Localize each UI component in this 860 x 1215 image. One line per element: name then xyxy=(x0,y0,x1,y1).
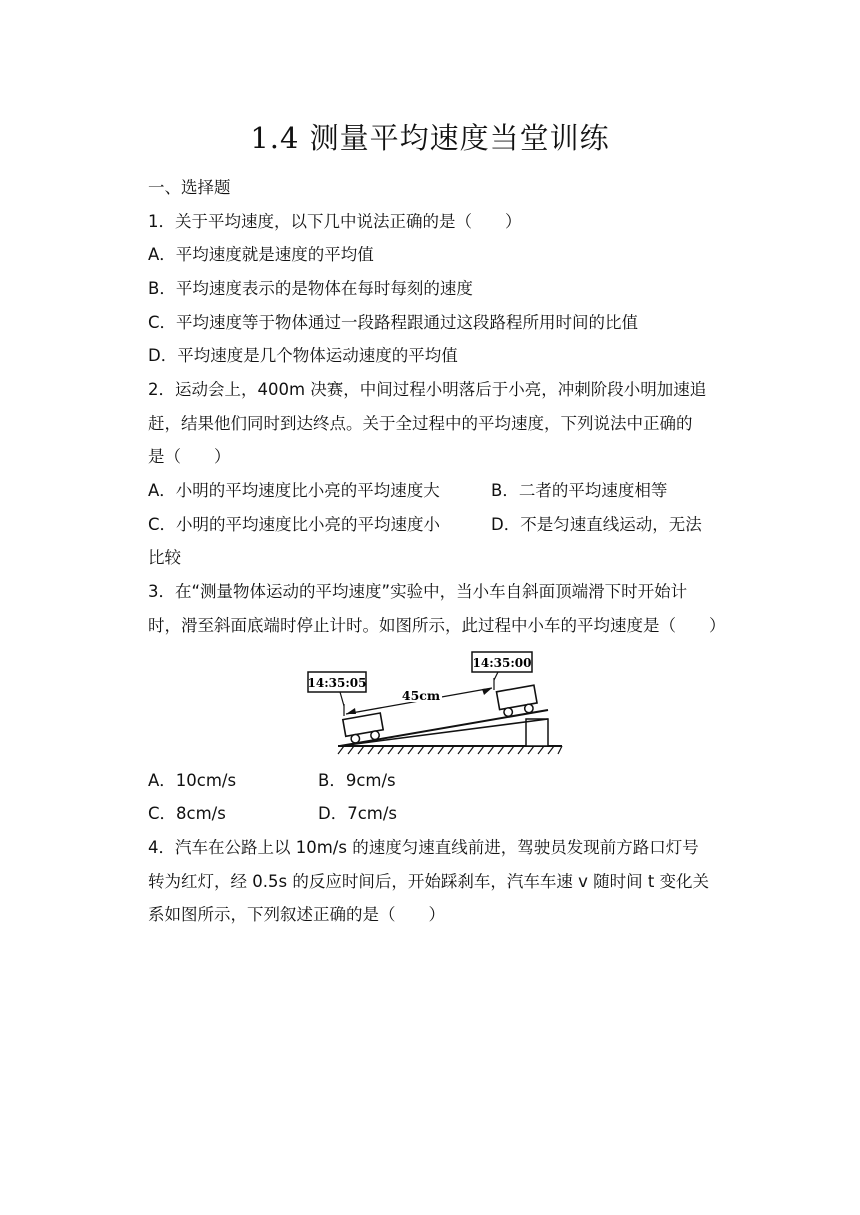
q2-stem-line-3: 是（ ） xyxy=(148,447,231,466)
q1-option-d: D．平均速度是几个物体运动速度的平均值 xyxy=(148,346,458,365)
q4-stem-line-2: 转为红灯，经 0.5s 的反应时间后，开始踩刹车，汽车车速 v 随时间 t 变化关 xyxy=(148,872,710,891)
q3-option-d: D．7cm/s xyxy=(318,804,398,823)
q2-option-c: C．小明的平均速度比小亮的平均速度小 xyxy=(148,515,441,534)
q2-option-a: A．小明的平均速度比小亮的平均速度大 xyxy=(148,481,440,500)
q3-stem-line-2: 时，滑至斜面底端时停止计时。如图所示，此过程中小车的平均速度是（ ） xyxy=(148,616,726,635)
page-title: 1.4 测量平均速度当堂训练 xyxy=(250,121,610,155)
distance-label: 45cm xyxy=(401,688,441,703)
q1-option-a: A．平均速度就是速度的平均值 xyxy=(148,245,374,264)
q3-stem-line-1: 3．在“测量物体运动的平均速度”实验中，当小车自斜面顶端滑下时开始计 xyxy=(148,582,688,601)
timer-start-label: 14:35:00 xyxy=(472,656,532,670)
q3-option-c: C．8cm/s xyxy=(148,804,226,823)
q2-stem-line-2: 赶，结果他们同时到达终点。关于全过程中的平均速度，下列说法中正确的 xyxy=(148,414,693,433)
q3-option-a: A．10cm/s xyxy=(148,771,237,790)
support-block xyxy=(526,719,548,746)
q2-option-b: B．二者的平均速度相等 xyxy=(491,481,668,500)
section-heading: 一、选择题 xyxy=(148,178,231,197)
q2-stem-line-1: 2．运动会上，400m 决赛，中间过程小明落后于小亮，冲刺阶段小明加速追 xyxy=(148,380,707,399)
timer-end-label: 14:35:05 xyxy=(307,676,367,690)
q2-option-d: D．不是匀速直线运动，无法 xyxy=(491,515,702,534)
q4-stem-line-3: 系如图所示，下列叙述正确的是（ ） xyxy=(148,905,445,924)
q2-option-d-continued: 比较 xyxy=(148,548,181,567)
q1-option-b: B．平均速度表示的是物体在每时每刻的速度 xyxy=(148,279,473,298)
q1-stem: 1．关于平均速度，以下几中说法正确的是（ ） xyxy=(148,212,522,231)
incline-cart-figure xyxy=(300,648,565,763)
q1-option-c: C．平均速度等于物体通过一段路程跟通过这段路程所用时间的比值 xyxy=(148,313,639,332)
q4-stem-line-1: 4．汽车在公路上以 10m/s 的速度匀速直线前进，驾驶员发现前方路口灯号 xyxy=(148,838,699,857)
q3-option-b: B．9cm/s xyxy=(318,771,396,790)
ground-hatching xyxy=(338,746,562,754)
